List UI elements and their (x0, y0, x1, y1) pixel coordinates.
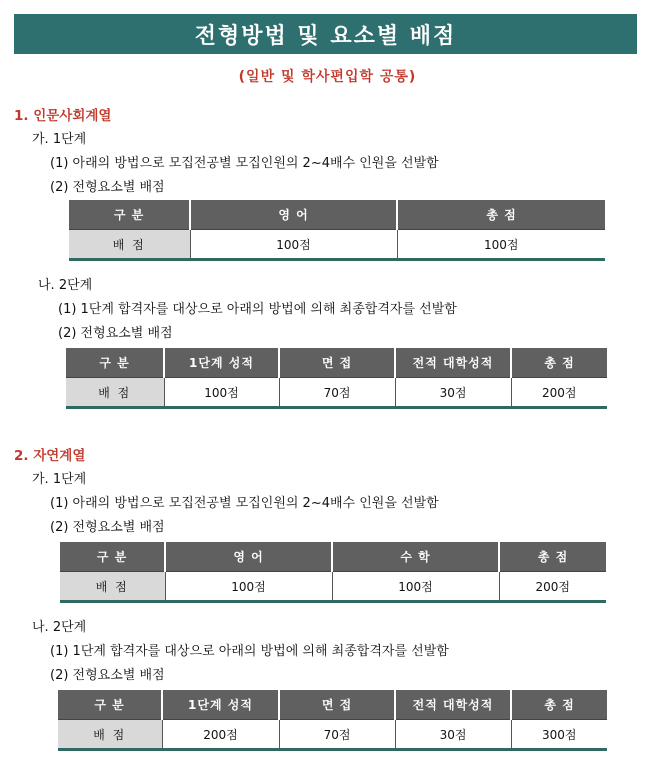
table-header-cell: 총 점 (511, 348, 607, 378)
stage-item: (1) 1단계 합격자를 대상으로 아래의 방법에 의해 최종합격자를 선발함 (58, 302, 457, 317)
stage-item: (2) 전형요소별 배점 (50, 520, 165, 535)
stage-item: (2) 전형요소별 배점 (50, 668, 165, 683)
score-table-humanities-stage2 (66, 348, 607, 409)
stage-label: 가. 1단계 (32, 472, 87, 487)
table-header-cell: 영 어 (190, 200, 397, 230)
table-header-row (66, 348, 607, 378)
table-header-cell: 전적 대학성적 (395, 348, 511, 378)
table-cell: 100점 (332, 572, 499, 602)
table-header-row (69, 200, 605, 230)
table-header-cell: 구 분 (66, 348, 164, 378)
table-cell: 100점 (164, 378, 279, 408)
table-header-cell: 구 분 (69, 200, 190, 230)
table-cell: 100점 (397, 230, 605, 260)
score-table-natural-stage1 (60, 542, 606, 603)
table-header-cell: 전적 대학성적 (395, 690, 511, 720)
section-heading-humanities: 1. 인문사회계열 (14, 108, 112, 124)
table-cell: 200점 (499, 572, 606, 602)
stage-label: 나. 2단계 (32, 620, 87, 635)
table-header-cell: 수 학 (332, 542, 499, 572)
stage-item: (2) 전형요소별 배점 (50, 180, 165, 195)
table-cell: 300점 (511, 720, 607, 750)
table-row-header: 배 점 (69, 230, 190, 260)
page-title: 전형방법 및 요소별 배점 (14, 14, 637, 54)
table-cell: 200점 (511, 378, 607, 408)
table-cell: 200점 (162, 720, 279, 750)
table-row (69, 230, 605, 260)
stage-label: 가. 1단계 (32, 132, 87, 147)
table-row-header: 배 점 (60, 572, 165, 602)
table-row-header: 배 점 (66, 378, 164, 408)
table-cell: 70점 (279, 720, 395, 750)
table-row (66, 378, 607, 408)
page-subtitle: (일반 및 학사편입학 공통) (238, 69, 417, 85)
table-cell: 70점 (279, 378, 395, 408)
table-row (58, 720, 607, 750)
score-table-humanities-stage1 (69, 200, 605, 261)
table-cell: 30점 (395, 378, 511, 408)
table-header-cell: 면 접 (279, 690, 395, 720)
table-cell: 30점 (395, 720, 511, 750)
table-header-cell: 총 점 (397, 200, 605, 230)
table-header-cell: 영 어 (165, 542, 332, 572)
table-cell: 100점 (190, 230, 397, 260)
section-heading-natural-sciences: 2. 자연계열 (14, 448, 86, 464)
stage-item: (1) 아래의 방법으로 모집전공별 모집인원의 2~4배수 인원을 선발함 (50, 496, 439, 511)
table-row (60, 572, 606, 602)
table-header-cell: 면 접 (279, 348, 395, 378)
table-header-cell: 1단계 성적 (164, 348, 279, 378)
table-header-cell: 총 점 (511, 690, 607, 720)
table-cell: 100점 (165, 572, 332, 602)
table-header-cell: 구 분 (60, 542, 165, 572)
table-header-cell: 1단계 성적 (162, 690, 279, 720)
stage-item: (1) 아래의 방법으로 모집전공별 모집인원의 2~4배수 인원을 선발함 (50, 156, 439, 171)
table-header-cell: 구 분 (58, 690, 162, 720)
table-header-row (60, 542, 606, 572)
table-header-row (58, 690, 607, 720)
score-table-natural-stage2 (58, 690, 607, 751)
table-row-header: 배 점 (58, 720, 162, 750)
stage-item: (2) 전형요소별 배점 (58, 326, 173, 341)
stage-label: 나. 2단계 (38, 278, 93, 293)
stage-item: (1) 1단계 합격자를 대상으로 아래의 방법에 의해 최종합격자를 선발함 (50, 644, 449, 659)
table-header-cell: 총 점 (499, 542, 606, 572)
